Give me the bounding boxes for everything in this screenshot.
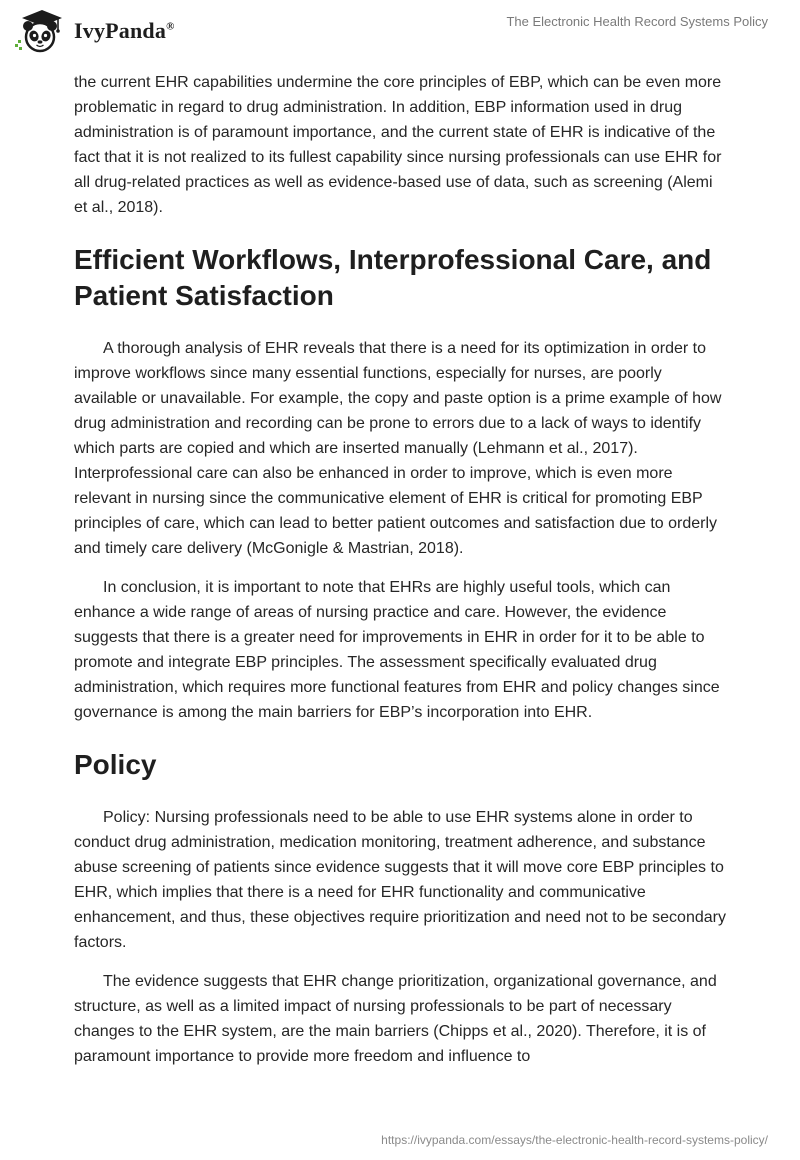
- panda-graduate-icon: [14, 8, 66, 54]
- paragraph: A thorough analysis of EHR reveals that there is a need for its optimization in order to improve workflows since many essential functions, especially for nurses, are poorly available or unavailable. For example, the copy and paste option is a prime example of how drug administration and recording can be prone to errors due to a lack of ways to identify which parts are copied and which are inserted manually (Lehmann et al., 2017). Interprofessional care can also be enhanced in order to improve, which is even more relevant in nursing since the communicative element of EHR is critical for promoting EBP principles of care, which can lead to better patient outcomes and satisfaction due to orderly and timely care delivery (McGonigle & Mastrian, 2018).: [74, 340, 722, 557]
- section-heading-workflows: Efficient Workflows, Interprofessional Care, and Patient Satisfaction: [74, 244, 712, 311]
- paragraph: In conclusion, it is important to note that EHRs are highly useful tools, which can enhance a wide range of areas of nursing practice and care. However, the evidence suggests that there is a greater need for improvements in EHR in order for it to be able to promote and integrate EBP principles. The assessment specifically evaluated drug administration, which requires more functional features from EHR and policy changes since governance is among the main barriers for EBP’s incorporation into EHR.: [74, 579, 720, 721]
- paragraph: Policy: Nursing professionals need to be able to use EHR systems alone in order to conduct drug administration, medication monitoring, treatment adherence, and substance abuse screening of patients since evidence suggests that it will move core EBP principles to EHR, which implies that there is a need for EHR functionality and communicative enhancement, and thus, these objectives require prioritization and need not to be secondary factors.: [74, 809, 726, 951]
- paragraph: The evidence suggests that EHR change prioritization, organizational governance, and structure, as well as a limited impact of nursing professionals to be part of necessary changes to the EHR system, are the main barriers (Chipps et al., 2020). Therefore, it is of paramount importance to provide more freedom and influence to: [74, 973, 717, 1065]
- page-header: [0, 0, 800, 62]
- section-heading-policy: Policy: [74, 749, 157, 780]
- essay-body: [74, 70, 726, 1083]
- brand-logo[interactable]: [14, 8, 175, 54]
- source-url-link[interactable]: https://ivypanda.com/essays/the-electronic-health-record-systems-policy/: [381, 1133, 768, 1147]
- brand-name: IvyPanda®: [74, 18, 175, 43]
- document-title: The Electronic Health Record Systems Policy: [506, 14, 768, 29]
- intro-paragraph: the current EHR capabilities undermine the core principles of EBP, which can be even more problematic in regard to drug administration. In addition, EBP information used in drug administration is of paramount importance, and the current state of EHR is indicative of the fact that it is not realized to its fullest capability since nursing professionals can use EHR for all drug-related practices as well as evidence-based use of data, such as screening (Alemi et al., 2018).: [74, 74, 722, 216]
